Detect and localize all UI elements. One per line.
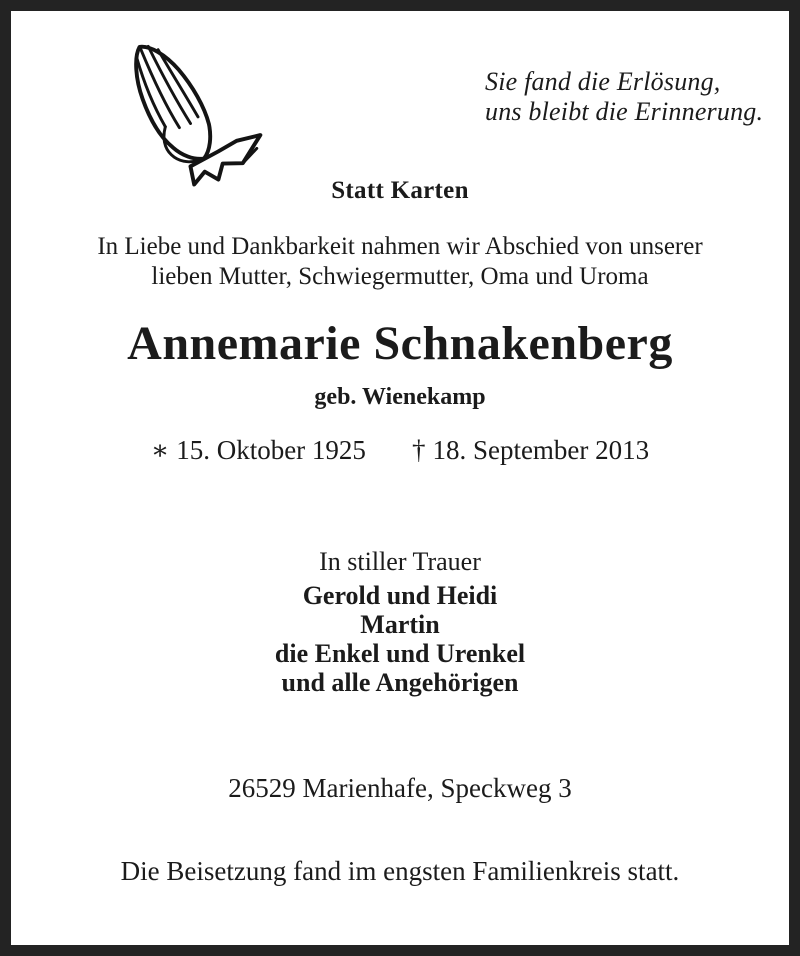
praying-hands-icon xyxy=(99,25,267,201)
funeral-note: Die Beisetzung fand im engsten Familienkreis statt. xyxy=(120,856,680,886)
maiden-name: geb. Wienekamp xyxy=(314,384,486,410)
intro-text xyxy=(11,232,789,292)
intro-line-2: lieben Mutter, Schwiegermutter, Oma und Uroma xyxy=(151,263,649,290)
mourner-line: Martin xyxy=(360,610,440,639)
mourners-list xyxy=(11,581,789,697)
life-dates xyxy=(11,435,789,466)
birth-date-group xyxy=(151,435,366,466)
epigraph xyxy=(485,67,763,127)
statt-karten-heading: Statt Karten xyxy=(331,177,469,204)
death-date-group xyxy=(412,435,649,466)
mourner-line: die Enkel und Urenkel xyxy=(274,639,526,668)
death-date: 18. September 2013 xyxy=(432,435,650,465)
mourner-line: und alle Angehörigen xyxy=(281,668,519,697)
mourning-heading: In stiller Trauer xyxy=(319,547,481,576)
death-cross-icon: † xyxy=(411,435,426,465)
birth-star-icon: ∗ xyxy=(150,435,170,465)
address: 26529 Marienhafe, Speckweg 3 xyxy=(228,773,572,803)
epigraph-line-1: Sie fand die Erlösung, xyxy=(485,67,721,96)
deceased-name: Annemarie Schnakenberg xyxy=(127,317,673,370)
intro-line-1: In Liebe und Dankbarkeit nahmen wir Abschied von unserer xyxy=(97,233,703,260)
epigraph-line-2: uns bleibt die Erinnerung. xyxy=(485,97,764,126)
birth-date: 15. Oktober 1925 xyxy=(176,435,366,465)
mourner-line: Gerold und Heidi xyxy=(302,581,498,610)
